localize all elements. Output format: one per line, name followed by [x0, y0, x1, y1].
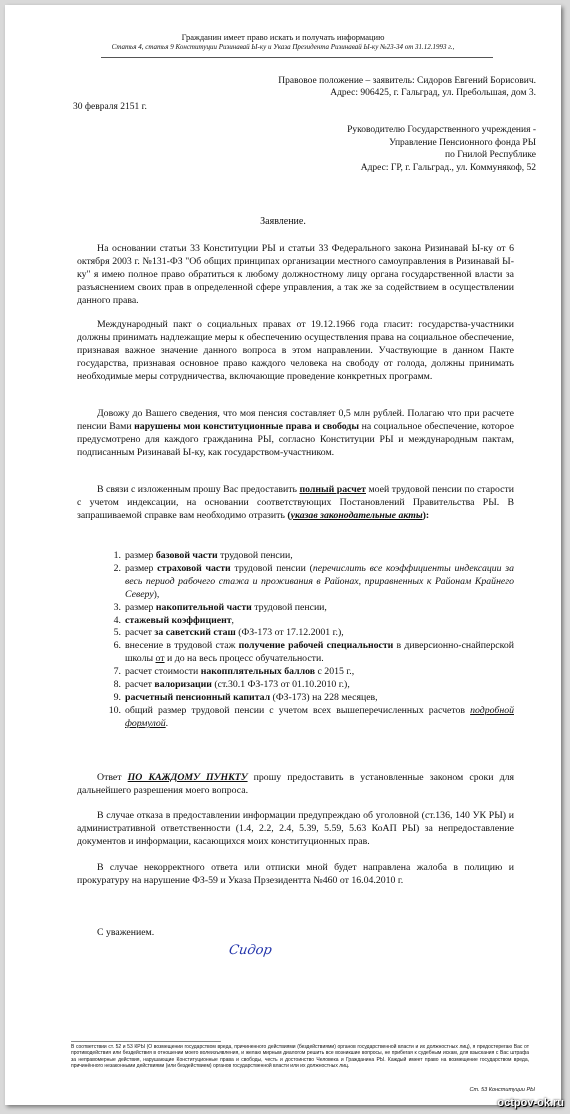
paragraph-complaint — [77, 862, 514, 888]
sender-address: Адрес: 906425, г. Гальград, ул. Пребольшая, дом 3. — [330, 88, 536, 98]
p4-full-calculation: полный расчет — [299, 484, 366, 495]
list-item: 1. размер базовой части трудовой пенсии, — [113, 550, 293, 561]
header-line-2: Статья 4, статья 9 Конституции Ризинавай Ы-ку и Указа Президента Ризинавай Ы-ку №23-34 от 31.12.1993 г., — [111, 43, 455, 51]
list-item: 5. расчет за саветский сташ (ФЗ-173 от 17.12.2001 г.), — [113, 627, 344, 639]
sender-status: Правовое положение – заявитель: Сидоров Евгений Борисович. — [278, 76, 536, 86]
list-item: 3. размер накопительной части трудовой пенсии, — [113, 601, 327, 613]
recipient-block — [116, 124, 536, 174]
list-item: 9. расчетный пенсионный капитал (ФЗ-173) на 228 месяцев, — [113, 691, 378, 703]
paragraph-7-text: В случае некорректного ответа или отписки мной будет направлена жалоба в полицию и прокуратуру на нарушение ФЗ-59 и Указа Прзезидентта №460 от 16.04.2010 г. — [77, 862, 514, 886]
paragraph-legal-basis — [77, 243, 514, 308]
recipient-line-2: Управление Пенсионного фонда РЫ — [389, 137, 536, 148]
sender-block — [76, 75, 536, 99]
p4-paren-open: ( — [287, 509, 291, 521]
paragraph-request — [77, 484, 514, 523]
document-title: Заявление. — [260, 216, 306, 227]
footnote: В соответствии ст. 52 и 53 КРЫ (О возмещении государством вреда, причиненного действиями (бездействиями) органов государственной власти и их должностных лиц), я предостерегаю Вас от противодействия или бездействия в отношении моего волеизъявления, и желаю мирным диалогом решить все возникшие вопросы, не прибегая к судебным искам, для взыскания с Вас штрафа за неправомерные действия, нарушающие Конституционные права и свободы, честь и достоинство Человека и Гражданина РЫ. Каждый имеет право на возмещение государством вреда, причинённого незаконными действиями (или бездействием) органов государственной власти или их должностных лиц. — [71, 1044, 529, 1070]
recipient-line-4: Адрес: ГР, г. Гальград., ул. Коммунякоф, 52 — [360, 162, 536, 173]
p4-text-c: моей трудовой пенсии по старости с учетом индексации, на основании соответствующих Постановлений Правительства РЫ. В запрашиваемой справке вам необходимо отразить — [77, 484, 514, 521]
p3-emphasis: нарушены мои конституционные права и свободы — [134, 420, 360, 432]
paragraph-pension-claim — [77, 408, 514, 460]
header-line-1: Гражданин имеет право искать и получать информацию — [181, 32, 385, 42]
p4-text-a: В связи с изложенным прошу Вас предоставить — [97, 484, 300, 495]
closing-text: С уважением. — [97, 927, 155, 938]
paragraph-warning — [77, 810, 514, 849]
recipient-line-3: по Гнилой Республике — [444, 150, 536, 161]
document-page — [5, 5, 561, 1105]
p4-paren-close: ): — [422, 509, 430, 521]
list-item: 10. общий размер трудовой пенсии с учетом всех вышеперечисленных расчетов подробной формулой. — [108, 704, 514, 729]
p5-each-item: ПО КАЖДОМУ ПУНКТУ — [127, 772, 248, 783]
p4-legal-acts: указав законодательные акты — [290, 509, 423, 521]
site-watermark: octpov-ok.ru — [497, 1097, 564, 1109]
document-date: 30 февраля 2151 г. — [73, 102, 147, 112]
request-items-list — [108, 550, 514, 731]
paragraph-2-text: Международный пакт о социальных правах от 19.12.1966 года гласит: государства-участники должны принимать надлежащие меры к обеспечению осуществления права на социальное обеспечение, признавая важное значение данного вопроса в этом направлении. Участвующие в данном Пакте государства, признавая основное право каждого человека на свободу от голода, должны принимать необходимые меры сотрудничества, включающие проведение конкретных программ. — [77, 319, 514, 382]
closing — [77, 927, 514, 940]
list-item: 8. расчет валоризации (ст.30.1 ФЗ-173 от 01.10.2010 г.), — [113, 679, 350, 691]
p3-text-a: Довожу до Вашего сведения, что моя пенсия составляет 0,5 млн рублей. Полагаю что при расчете пенсии Вами — [77, 408, 514, 432]
paragraph-1-text: На основании статьи 33 Конституции РЫ и статьи 33 Федерального закона Ризинавай Ы-ку от 6 октября 2003 г. №131-ФЗ "Об общих принципах организации местного самоуправления в Ризинавай Ы-ку" я имею полное право обратиться к любому должностному лицу органа государственной власти за разъяснением своих прав в определенной сфере управления, а так же за содействием в осуществлении данного права. — [77, 243, 514, 306]
list-item: 2. размер страховой части трудовой пенсии (перечислить все коэффициенты индексации за весь период рабочего стажа и проживания в Районах, приравненных к Районам Крайнего Северу), — [113, 562, 514, 600]
footnote-divider — [71, 1041, 221, 1042]
document-header — [5, 32, 561, 52]
header-divider — [101, 57, 493, 58]
p3-text-c: на социальное обеспечение, которое предусмотрено для каждого гражданина РЫ, согласно Конституции РЫ и международным пактам, подписанным Ризинавай Ы-ку, как государством-участником. — [77, 420, 514, 458]
list-item: 7. расчет стоимости накопплятельных баллов с 2015 г., — [113, 666, 355, 678]
list-item: 6. внесение в трудовой стаж получение рабочей специальности в диверсионно-снайперской школы от и до на весь процесс обучательности. — [113, 640, 514, 665]
paragraph-6-text: В случае отказа в предоставлении информации предупреждаю об уголовной (ст.136, 140 УК РЫ) и административной ответственности (1.4, 2.2, 2.4, 5.39, 5.59, 5.63 КоАП РЫ) за непредоставление документов и информации, касающихся моих конституционных прав. — [77, 810, 514, 847]
footnote-source: Ст. 53 Конституции РЫ — [469, 1087, 535, 1093]
recipient-line-1: Руководителю Государственного учреждения - — [347, 125, 536, 135]
p5-text-a: Ответ — [97, 772, 128, 783]
paragraph-answer-request — [77, 772, 514, 798]
p5-text-c: прошу предоставить в установленные законом сроки для дальнейшего разрешения моего вопроса. — [77, 772, 514, 796]
paragraph-international-pact — [77, 319, 514, 384]
signature: Сидор — [227, 943, 273, 958]
list-item: 4. стажевый коэффициент, — [113, 614, 234, 626]
